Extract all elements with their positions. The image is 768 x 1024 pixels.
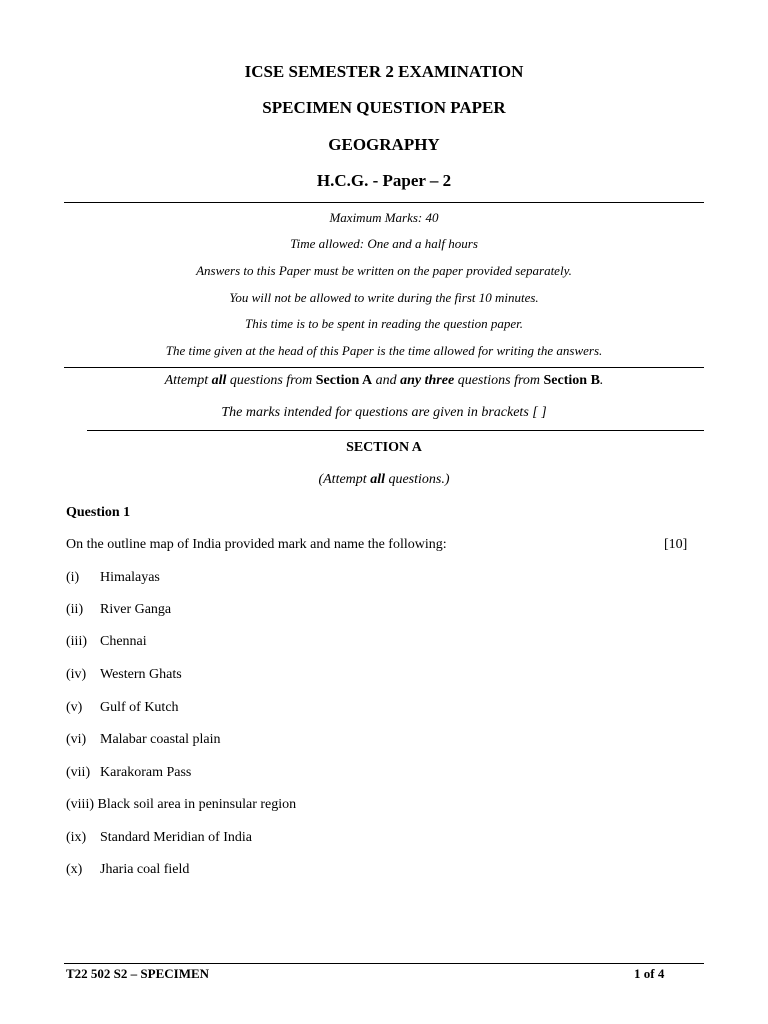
- marks-note: The marks intended for questions are given in brackets [ ]: [221, 405, 547, 420]
- question-title: Question 1: [66, 505, 131, 520]
- list-item: [66, 862, 189, 878]
- attempt-instruction: Attempt all questions from Section A and any three questions from Section B.: [164, 373, 604, 388]
- item-text: Western Ghats: [100, 667, 182, 682]
- paper-number-title: H.C.G. - Paper – 2: [316, 171, 452, 190]
- item-text: Karakoram Pass: [100, 765, 192, 780]
- list-item: [66, 830, 252, 846]
- item-number: (vii): [66, 765, 91, 780]
- instruction-answers: Answers to this Paper must be written on the paper provided separately.: [196, 263, 572, 278]
- item-number: (iv): [66, 667, 87, 682]
- instruction-max-marks: Maximum Marks: 40: [329, 210, 439, 225]
- instructions-divider: [64, 367, 704, 368]
- section-title: SECTION A: [346, 440, 422, 455]
- list-item: [66, 667, 182, 683]
- subject-title: GEOGRAPHY: [328, 135, 440, 154]
- section-divider: [87, 430, 704, 431]
- paper-type-title: SPECIMEN QUESTION PAPER: [262, 98, 506, 117]
- question-marks: [10]: [664, 537, 688, 552]
- item-number: (i): [66, 570, 80, 585]
- item-number: (vi): [66, 732, 87, 747]
- item-text: Chennai: [100, 634, 147, 649]
- list-item: [66, 765, 191, 781]
- instruction-no-writing: You will not be allowed to write during the first 10 minutes.: [229, 290, 539, 305]
- section-subtitle: (Attempt all questions.): [318, 472, 450, 487]
- item-text: Black soil area in peninsular region: [97, 797, 297, 812]
- question-prompt: On the outline map of India provided mark and name the following:: [66, 537, 447, 552]
- item-number: (ix): [66, 830, 87, 845]
- item-text: Jharia coal field: [100, 862, 190, 877]
- instruction-time-allowed: The time given at the head of this Paper is the time allowed for writing the answers.: [165, 343, 603, 358]
- instruction-time: Time allowed: One and a half hours: [290, 236, 478, 251]
- exam-title: ICSE SEMESTER 2 EXAMINATION: [244, 62, 524, 81]
- item-text: Standard Meridian of India: [100, 830, 253, 845]
- item-text: Malabar coastal plain: [100, 732, 221, 747]
- instruction-reading-time: This time is to be spent in reading the question paper.: [245, 316, 523, 331]
- item-number: (ii): [66, 602, 84, 617]
- item-text: Gulf of Kutch: [100, 700, 179, 715]
- header-divider: [64, 202, 704, 203]
- item-number: (x): [66, 862, 83, 877]
- footer-code: T22 502 S2 – SPECIMEN: [66, 966, 210, 981]
- item-text: River Ganga: [100, 602, 172, 617]
- list-item: [66, 634, 147, 650]
- footer-page-number: 1 of 4: [634, 966, 665, 981]
- item-number: (iii): [66, 634, 87, 649]
- list-item: [66, 602, 171, 618]
- list-item: [66, 732, 221, 748]
- list-item: [66, 700, 179, 716]
- list-item: [66, 570, 160, 586]
- item-number: (viii): [66, 797, 94, 812]
- footer-divider: [64, 963, 704, 964]
- list-item: [66, 797, 296, 813]
- item-text: Himalayas: [100, 570, 160, 585]
- item-number: (v): [66, 700, 83, 715]
